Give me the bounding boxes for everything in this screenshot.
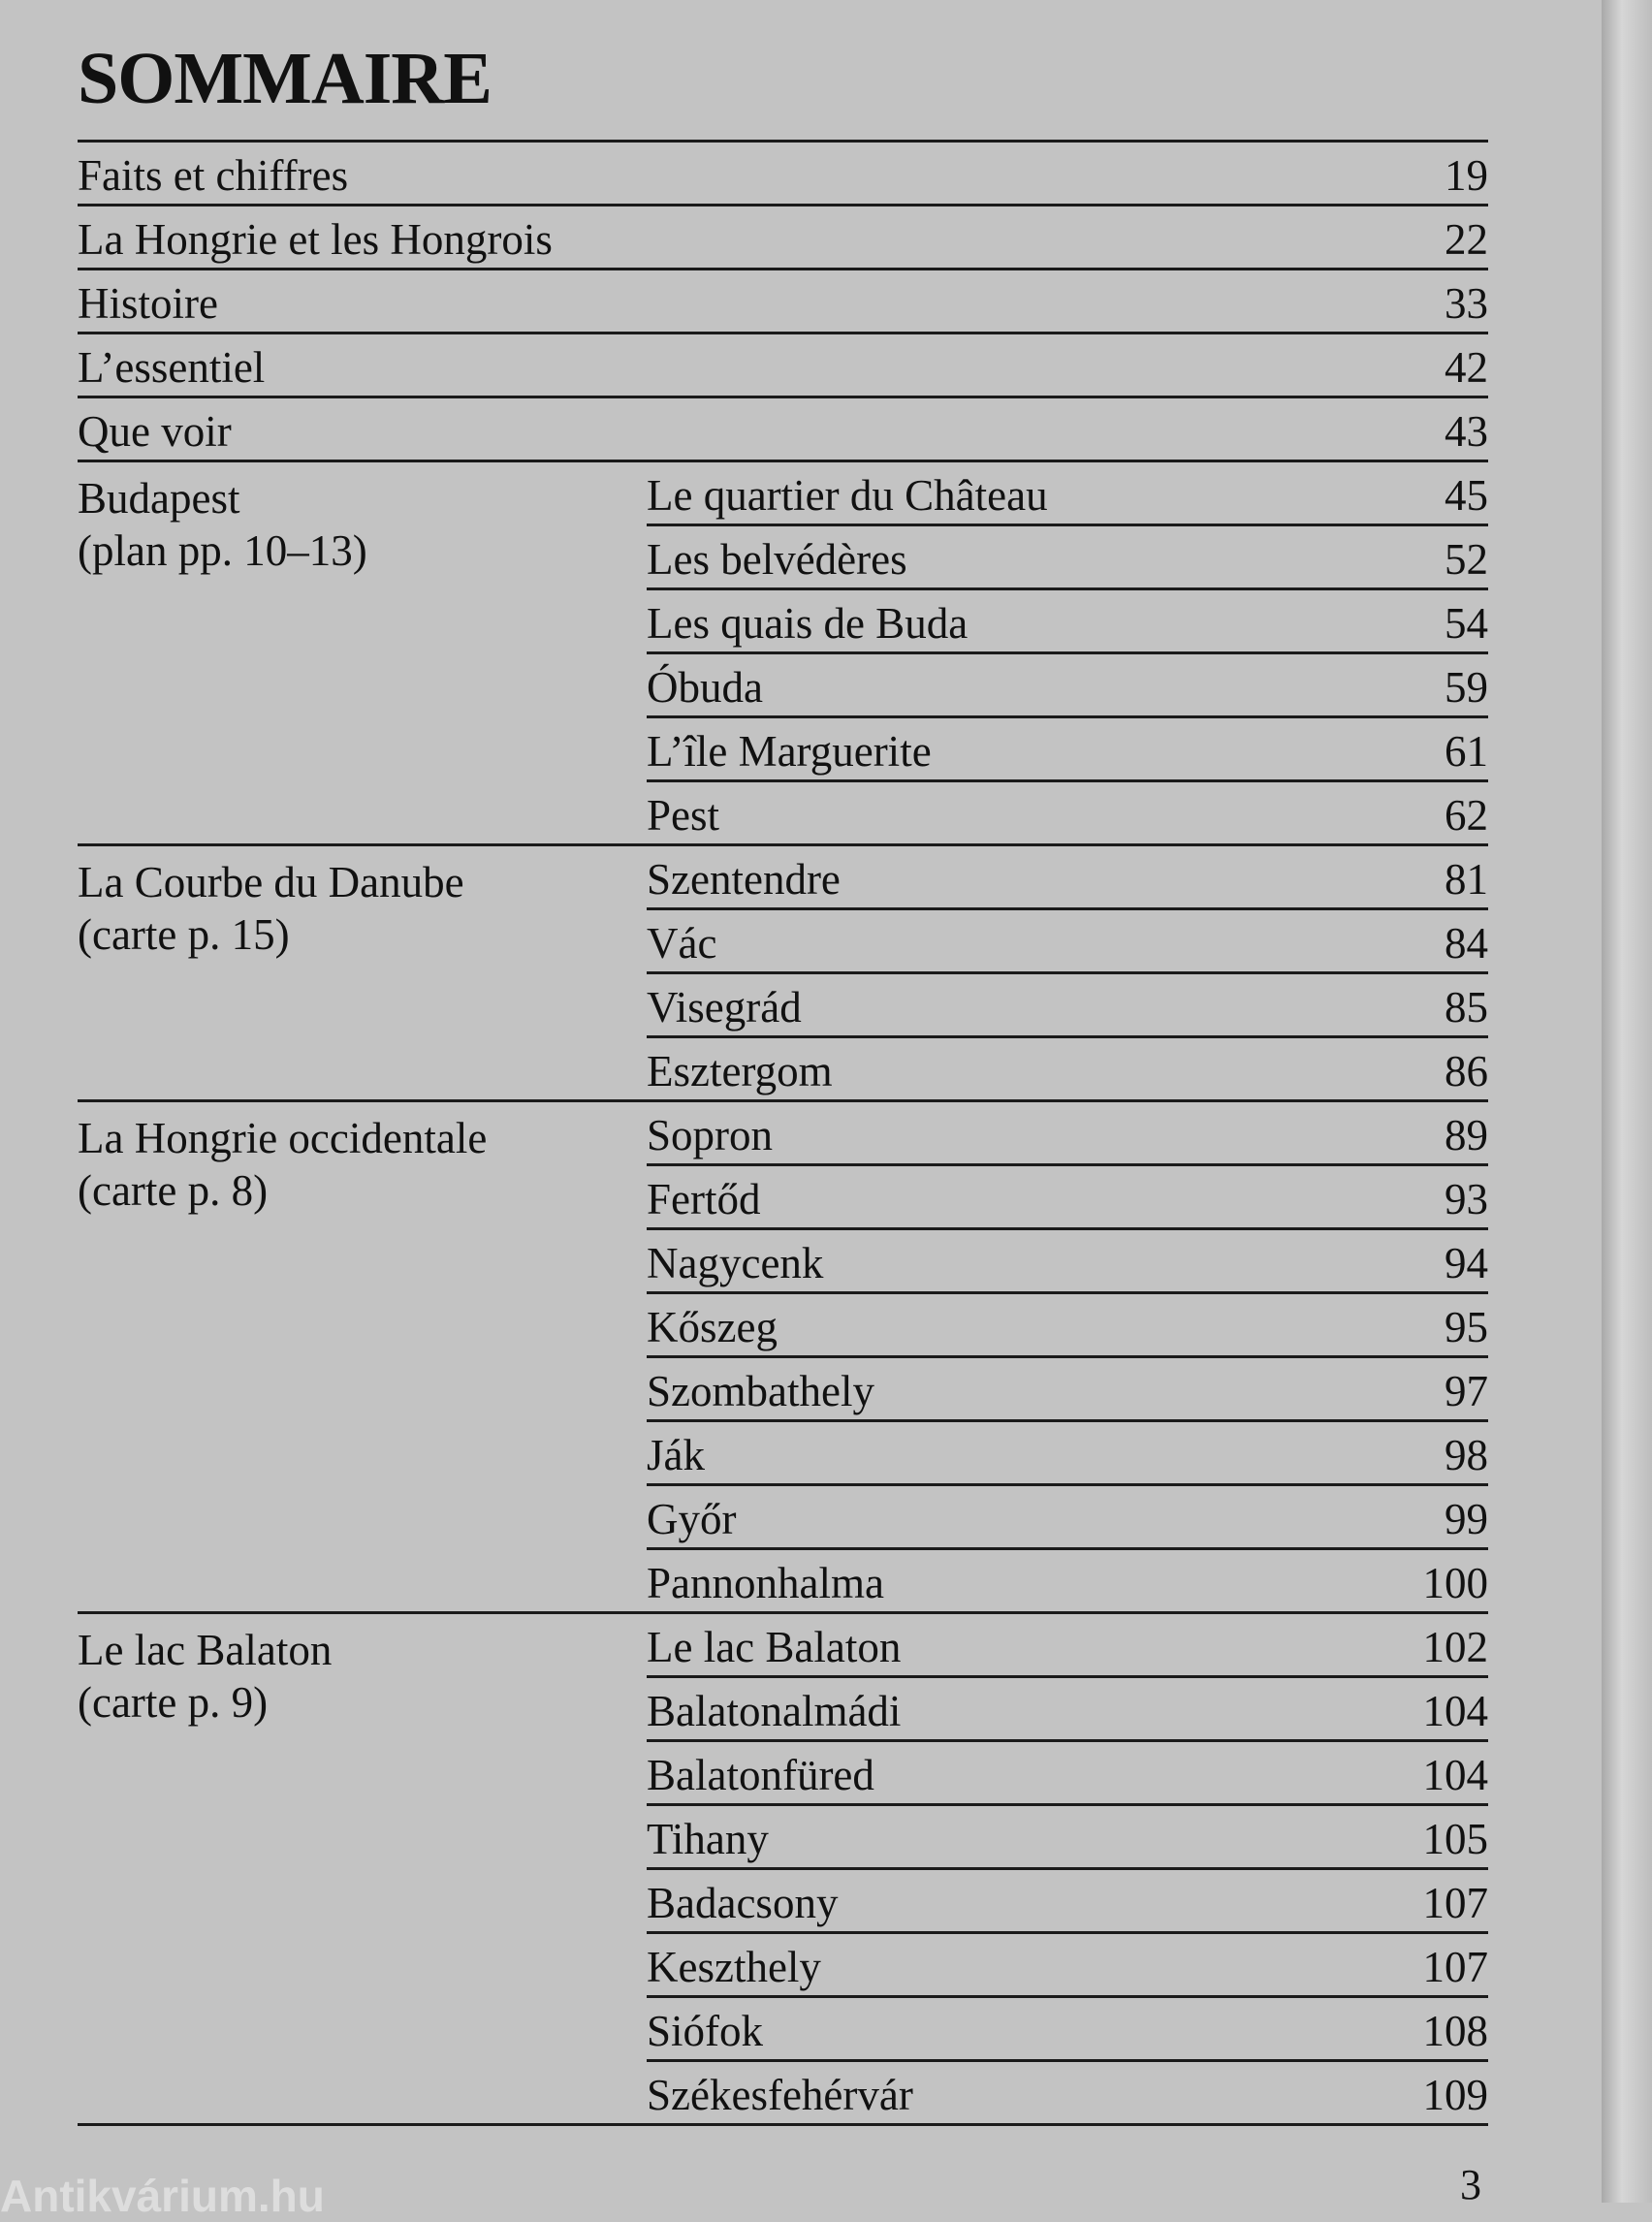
entry-page: 54 [1445,599,1488,648]
section-heading [78,1614,647,2123]
toc-entry [647,1230,1488,1294]
section-entries [647,1102,1488,1611]
toc-entry [78,398,1488,462]
table-of-contents [78,140,1488,2126]
entry-page: 62 [1445,791,1488,840]
entry-page: 93 [1445,1175,1488,1223]
entry-page: 52 [1445,535,1488,584]
entry-label: Szentendre [647,855,841,904]
entry-label: Óbuda [647,663,763,712]
toc-entry [78,334,1488,398]
entry-page: 109 [1422,2071,1488,2119]
entry-label: Vác [647,919,717,968]
entry-label: Szombathely [647,1367,874,1415]
entry-label: Pest [647,791,720,840]
toc-entry [78,270,1488,334]
entry-label: Ják [647,1431,705,1479]
page-title: SOMMAIRE [78,38,492,119]
toc-entry [78,143,1488,206]
toc-entry [647,1998,1488,2062]
toc-entry [647,1166,1488,1230]
entry-label: Győr [647,1495,737,1543]
entry-page: 33 [1445,279,1488,328]
toc-entry [647,526,1488,590]
entry-label: Sopron [647,1111,774,1159]
toc-entry [647,910,1488,974]
entry-label: Kőszeg [647,1303,778,1351]
section-heading [78,1102,647,1611]
entry-page: 95 [1445,1303,1488,1351]
toc-entry [647,782,1488,843]
section-entries [647,846,1488,1099]
entry-label: Balatonalmádi [647,1687,902,1735]
entry-label: Faits et chiffres [78,151,349,200]
toc-entry [647,846,1488,910]
entry-page: 104 [1422,1751,1488,1799]
entry-page: 84 [1445,919,1488,968]
watermark: Antikvárium.hu [0,2171,325,2221]
toc-entry [647,1870,1488,1934]
entry-label: Le quartier du Château [647,471,1048,520]
section-map-ref: (carte p. 15) [78,910,290,959]
section-map-ref: (carte p. 9) [78,1678,269,1727]
entry-page: 107 [1422,1943,1488,1991]
toc-entry [78,206,1488,270]
toc-entry [647,718,1488,782]
entry-page: 98 [1445,1431,1488,1479]
entry-label: L’essentiel [78,343,266,392]
entry-label: L’île Marguerite [647,727,932,776]
entry-label: Histoire [78,279,218,328]
toc-entry [647,2062,1488,2123]
entry-page: 19 [1445,151,1488,200]
section-map-ref: (carte p. 8) [78,1166,269,1215]
section-entries [647,462,1488,843]
toc-entry [647,1102,1488,1166]
entry-page: 81 [1445,855,1488,904]
entry-page: 108 [1422,2007,1488,2055]
entry-page: 89 [1445,1111,1488,1159]
section-name: Budapest [78,474,240,523]
toc-entry [647,462,1488,526]
entry-label: Fertőd [647,1175,761,1223]
entry-page: 104 [1422,1687,1488,1735]
entry-label: Székesfehérvár [647,2071,913,2119]
toc-section [78,1614,1488,2126]
toc-section [78,1102,1488,1614]
toc-entry [647,590,1488,654]
toc-entry [647,1038,1488,1099]
toc-entry [647,974,1488,1038]
toc-entry [647,1422,1488,1486]
entry-page: 107 [1422,1879,1488,1927]
toc-entry [647,1486,1488,1550]
entry-page: 61 [1445,727,1488,776]
entry-page: 86 [1445,1047,1488,1095]
toc-entry [647,654,1488,718]
entry-label: Esztergom [647,1047,833,1095]
entry-label: Les belvédères [647,535,907,584]
toc-entry [647,1358,1488,1422]
entry-page: 99 [1445,1495,1488,1543]
entry-page: 22 [1445,215,1488,264]
section-name: La Hongrie occidentale [78,1114,488,1162]
entry-label: Visegrád [647,983,802,1032]
entry-label: Que voir [78,407,232,456]
entry-page: 43 [1445,407,1488,456]
entry-label: Tihany [647,1815,769,1863]
entry-label: Balatonfüred [647,1751,874,1799]
toc-section [78,846,1488,1102]
section-name: La Courbe du Danube [78,858,464,906]
entry-page: 59 [1445,663,1488,712]
toc-entry [647,1742,1488,1806]
entry-page: 102 [1422,1623,1488,1671]
entry-label: Badacsony [647,1879,839,1927]
entry-label: Nagycenk [647,1239,824,1287]
entry-label: La Hongrie et les Hongrois [78,215,553,264]
entry-page: 97 [1445,1367,1488,1415]
toc-entry [647,1806,1488,1870]
entry-page: 45 [1445,471,1488,520]
entry-page: 42 [1445,343,1488,392]
toc-entry [647,1934,1488,1998]
entry-label: Les quais de Buda [647,599,969,648]
entry-page: 100 [1422,1559,1488,1607]
section-heading [78,462,647,843]
entry-label: Siófok [647,2007,764,2055]
entry-label: Pannonhalma [647,1559,884,1607]
toc-entry [647,1678,1488,1742]
entry-page: 85 [1445,983,1488,1032]
entry-label: Le lac Balaton [647,1623,902,1671]
section-heading [78,846,647,1099]
section-name: Le lac Balaton [78,1626,333,1674]
page-number: 3 [1460,2161,1481,2208]
toc-entry [647,1550,1488,1611]
entry-label: Keszthely [647,1943,821,1991]
entry-page: 105 [1422,1815,1488,1863]
section-entries [647,1614,1488,2123]
entry-page: 94 [1445,1239,1488,1287]
toc-entry [647,1294,1488,1358]
toc-section [78,462,1488,846]
toc-entry [647,1614,1488,1678]
section-map-ref: (plan pp. 10–13) [78,526,367,575]
page-edge [1602,0,1652,2203]
